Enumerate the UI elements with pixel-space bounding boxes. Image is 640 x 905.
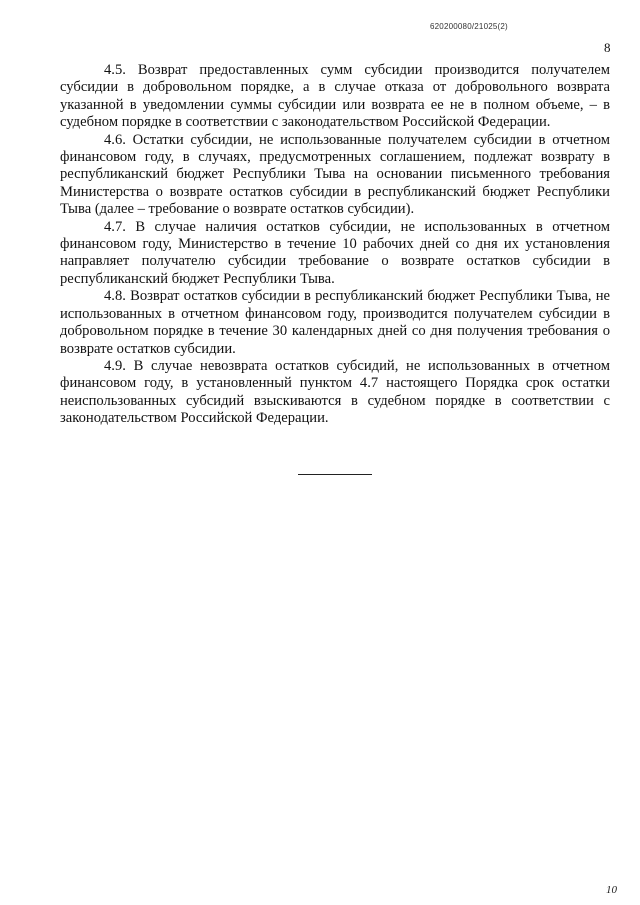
paragraph-4-6: 4.6. Остатки субсидии, не использованные получателем субсидии в отчетном финансовом году, в случаях, предусмотренных соглашением, подлежат возврату в республиканский бюджет Республики Тыва на основании письменного требования Министерства о возврате остатков субсидии в республиканский бюджет Республики Тыва (далее – требование о возврате остатков субсидии).	[60, 131, 610, 218]
document-code: 620200080/21025(2)	[430, 22, 508, 31]
paragraph-4-9: 4.9. В случае невозврата остатков субсидий, не использованных в отчетном финансовом году, в установленный пунктом 4.7 настоящего Порядка срок остатки неиспользованных субсидий взыскиваются в судебном порядке в соответствии с законодательством Российской Федерации.	[60, 357, 610, 427]
paragraph-4-7: 4.7. В случае наличия остатков субсидии, не использованных в отчетном финансовом году, Министерство в течение 10 рабочих дней со дня их установления направляет получателю субсидии требование о возврате остатков субсидии в республиканский бюджет Республики Тыва.	[60, 218, 610, 287]
document-body	[60, 62, 610, 428]
handwritten-page-mark: 10	[606, 884, 617, 896]
closing-divider	[298, 474, 372, 475]
page-number: 8	[604, 40, 611, 55]
paragraph-4-5: 4.5. Возврат предоставленных сумм субсидии производится получателем субсидии в добровольном порядке, а в случае отказа от добровольного возврата указанной в уведомлении суммы субсидии или возврата ее не в полном объеме, – в судебном порядке в соответствии с законодательством Российской Федерации.	[60, 62, 610, 131]
paragraph-4-8: 4.8. Возврат остатков субсидии в республиканский бюджет Республики Тыва, не использованных в отчетном финансовом году, производится получателем субсидии в добровольном порядке в течение 30 календарных дней со дня получения требования о возврате остатков субсидии.	[60, 288, 610, 357]
